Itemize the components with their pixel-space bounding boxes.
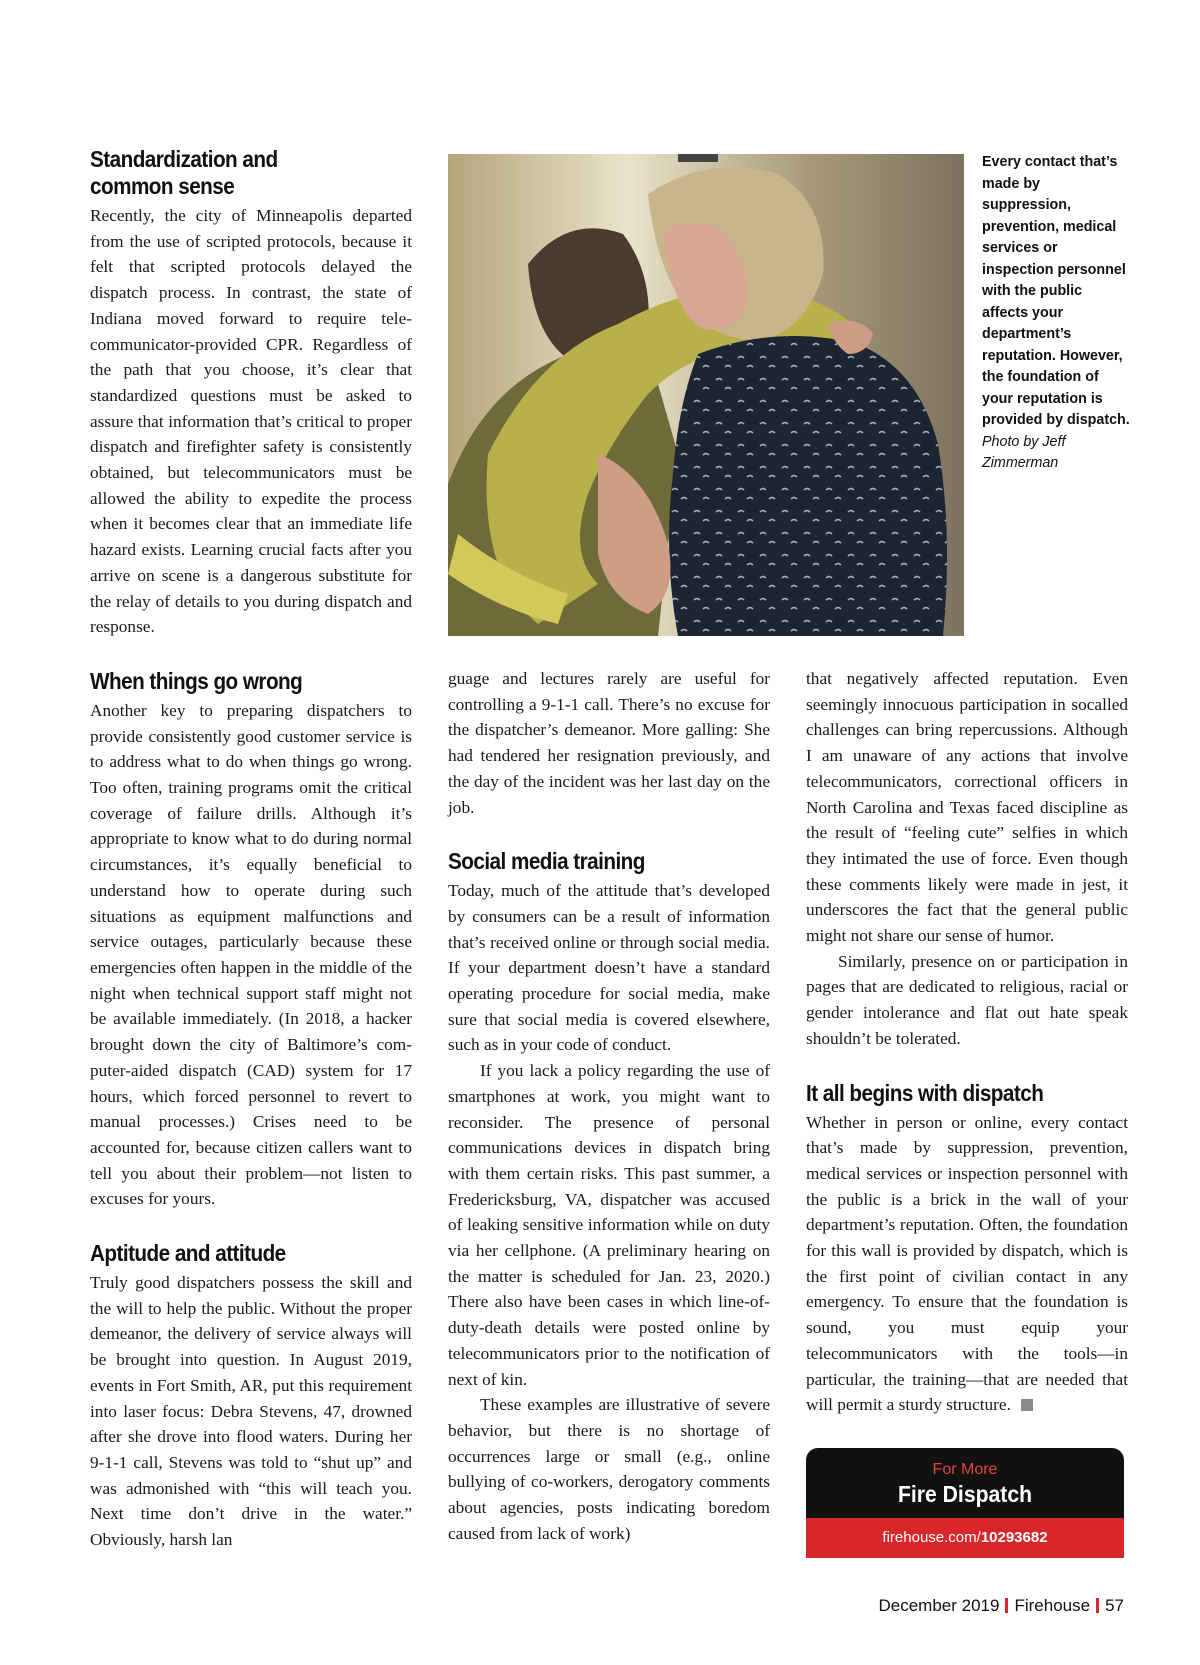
- heading-aptitude-and-attitude: Aptitude and attitude: [90, 1240, 286, 1267]
- paragraph-when-things-go-wrong: Another key to preparing dispatchers to provide consistently good customer service is to address what to do when things go wrong. Too often, training programs omit the critical coverage of failure drills. Although it’s appropriate to know what to do during normal circumstances, it’s equally beneficial to understand how to operate during such situations as equipment malfunctions and service outages, particularly because these emergencies often happen in the middle of the night when technical support staff might not be available immediately. (In 2018, a hacker brought down the city of Baltimore’s computer-aided dispatch (CAD) system for 17 hours, which forced personnel to revert to manual processes.) Crises need to be accounted for, because citizen callers want to tell you about their problem—not listen to excuses for yours.: [90, 700, 412, 1209]
- page-number: 57: [1105, 1596, 1124, 1615]
- photo-illustration: [448, 154, 964, 636]
- heading-line-1: Standardization and: [90, 146, 278, 172]
- paragraph-aptitude-and-attitude: Truly good dispatchers possess the skill and the will to help the public. Without the proper demeanor, the delivery of service always will be brought into question. In August 2019, events in Fort Smith, AR, put this requirement into laser focus: Debra Stevens, 47, drowned after she drove into flood waters. During her 9-1-1 call, Stevens was told to “shut up” and was admonished with “this will teach you. Next time don’t drive in the water.” Obviously, harsh lan: [90, 1273, 412, 1550]
- paragraph-it-all-begins-text: Whether in person or online, every contact that’s made by suppression, prevention, medical services or inspection personnel with the public is a brick in the wall of your department’s reputation. Often, the foundation for this wall is provided by dispatch, which is the first point of civilian contact in any emergency. To ensure that the foundation is sound, you must equip your telecommunicators with the tools—in particular, the training—that are needed that will permit a sturdy structure.: [806, 1112, 1128, 1415]
- heading-it-all-begins-with-dispatch: It all begins with dispatch: [806, 1079, 1044, 1106]
- promo-url-prefix: firehouse.com/: [882, 1529, 981, 1546]
- page-footer: [879, 1596, 1125, 1616]
- paragraph-standardization: Recently, the city of Minneapolis departed from the use of scripted protocols, because it felt that scripted protocols delayed the dispatch process. In contrast, the state of Indiana moved forward to require telecommunicator-provided CPR. Regardless of the path that you choose, it’s clear that standardized questions must be asked to assure that information that’s critical to proper dispatch and firefighter safety is consistently obtained, but telecommunicators must be allowed the ability to expedite the process when it becomes clear that an immediate life hazard exists. Learning crucial facts after you arrive on scene is a dangerous substitute for the relay of details to you during dispatch and response.: [90, 206, 412, 637]
- paragraph-social-media-3: These examples are illustrative of severe behavior, but there is no shortage of occurrences large or small (e.g., online bullying of co-workers, derogatory comments about agencies, posts indicating boredom caused from lack of work): [448, 1395, 770, 1543]
- column-1: [90, 146, 412, 1553]
- column-2: [448, 666, 770, 1547]
- promo-header: [806, 1448, 1124, 1518]
- paragraph-continuation: guage and lectures rarely are useful for controlling a 9-1-1 call. There’s no excuse for the dispatcher’s demeanor. More galling: She had tendered her resignation previously, and the day of the incident was her last day on the job.: [448, 669, 770, 817]
- paragraph-social-media-1: Today, much of the attitude that’s developed by consumers can be a result of information that’s received online or through social media. If your department doesn’t have a standard operating procedure for social media, make sure that social media is covered elsewhere, such as in your code of conduct.: [448, 881, 770, 1055]
- footer-separator: [1005, 1598, 1008, 1613]
- photo-caption: [982, 152, 1132, 475]
- heading-standardization: [90, 146, 380, 200]
- heading-line-2: common sense: [90, 173, 235, 199]
- footer-separator-2: [1096, 1598, 1099, 1613]
- end-of-article-mark: [1021, 1399, 1033, 1411]
- paragraph-intolerance: Similarly, presence on or participation in pages that are dedicated to religious, racial or gender intolerance and flat out hate speak shouldn’t be tolerated.: [806, 951, 1128, 1048]
- footer-magazine: Firehouse: [1014, 1596, 1091, 1615]
- promo-title: Fire Dispatch: [897, 1481, 1033, 1507]
- promo-url-id: 10293682: [980, 1529, 1048, 1546]
- column-3: [806, 666, 1128, 1418]
- paragraph-it-all-begins: [806, 1110, 1128, 1418]
- footer-date: December 2019: [878, 1596, 1000, 1615]
- photo-credit: Photo by Jeff Zimmerman: [982, 433, 1066, 471]
- promo-link[interactable]: [806, 1518, 1124, 1558]
- for-more-promo-box[interactable]: [806, 1448, 1124, 1558]
- heading-social-media-training: Social media training: [448, 848, 645, 875]
- caption-text: Every contact that’s made by suppression, prevention, medical services or inspection personnel with the public affects your department’s reputation. However, the foundation of your reputation is provided by dispatch.: [982, 154, 1130, 428]
- article-photo: [448, 154, 964, 636]
- heading-when-things-go-wrong: When things go wrong: [90, 667, 303, 694]
- promo-lead: For More: [932, 1461, 998, 1478]
- paragraph-reputation-continuation: that negatively affected reputation. Even seemingly innocuous participation in socalled challenges can bring repercussions. Although I am unaware of any actions that involve telecommunicators, correctional officers in North Carolina and Texas faced discipline as the result of “feeling cute” selfies in which they intimated the use of force. Even though these comments likely were made in jest, it underscores the fact that the general public might not share our sense of humor.: [806, 669, 1128, 946]
- paragraph-social-media-2: If you lack a policy regarding the use of smartphones at work, you might want to reconsider. The presence of personal communications devices in dispatch bring with them certain risks. This past summer, a Fredericksburg, VA, dispatcher was accused of leaking sensitive information while on duty via her cellphone. (A preliminary hearing on the matter is scheduled for Jan. 23, 2020.) There also have been cases in which line-of-duty-death details were posted online by telecommunicators prior to the notification of next of kin.: [448, 1061, 770, 1389]
